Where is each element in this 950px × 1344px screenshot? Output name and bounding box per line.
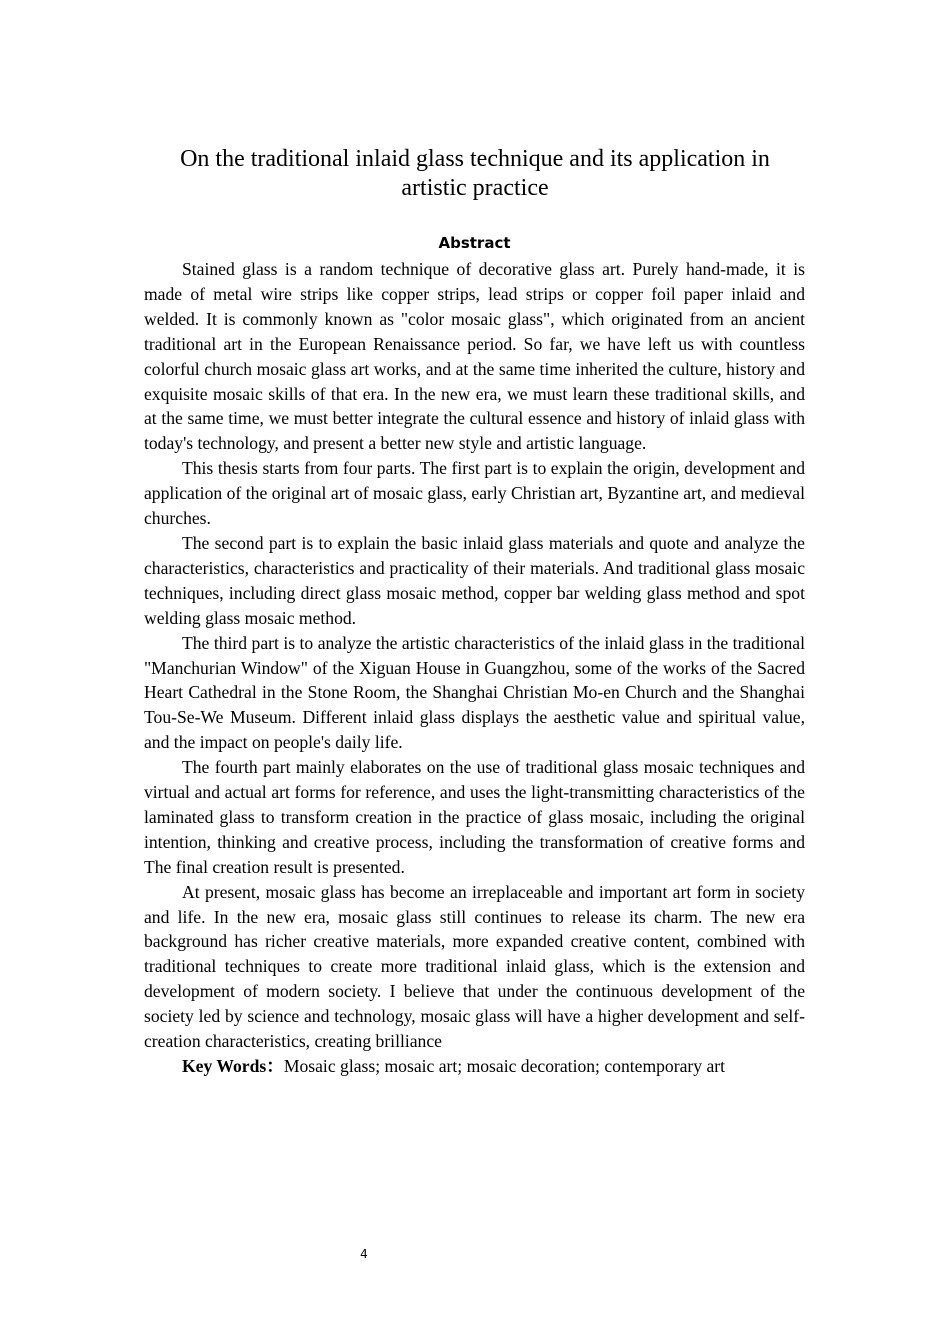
page-number: 4 <box>360 1247 368 1261</box>
abstract-body <box>144 257 805 1079</box>
abstract-paragraph-1: Stained glass is a random technique of decorative glass art. Purely hand-made, it is made of metal wire strips like copper strips, lead strips or copper foil paper inlaid and welded. It is commonly known as "color mosaic glass", which originated from an ancient traditional art in the European Renaissance period. So far, we have left us with countless colorful church mosaic glass art works, and at the same time inherited the culture, history and exquisite mosaic skills of that era. In the new era, we must learn these traditional skills, and at the same time, we must better integrate the cultural essence and history of inlaid glass with today's technology, and present a better new style and artistic language. <box>144 259 805 454</box>
document-title: On the traditional inlaid glass technique and its application in artistic practice <box>180 146 770 201</box>
abstract-paragraph-2: This thesis starts from four parts. The first part is to explain the origin, development and application of the original art of mosaic glass, early Christian art, Byzantine art, and medieval churches. <box>144 458 805 529</box>
abstract-paragraph-3: The second part is to explain the basic inlaid glass materials and quote and analyze the characteristics, characteristics and practicality of their materials. And traditional glass mosaic techniques, including direct glass mosaic method, copper bar welding glass method and spot welding glass mosaic method. <box>144 532 805 628</box>
keywords-line <box>144 1054 805 1079</box>
keywords-label: Key Words： <box>182 1056 284 1076</box>
keywords-text: Mosaic glass; mosaic art; mosaic decoration; contemporary art <box>283 1056 725 1076</box>
abstract-paragraph-4: The third part is to analyze the artistic characteristics of the inlaid glass in the traditional "Manchurian Window" of the Xiguan House in Guangzhou, some of the works of the Sacred Heart Cathedral in the Stone Room, the Shanghai Christian Mo-en Church and the Shanghai Tou-Se-We Museum. Different inlaid glass displays the aesthetic value and spiritual value, and the impact on people's daily life. <box>144 632 805 753</box>
abstract-paragraph-5: The fourth part mainly elaborates on the use of traditional glass mosaic techniques and virtual and actual art forms for reference, and uses the light-transmitting characteristics of the laminated glass to transform creation in the practice of glass mosaic, including the original intention, thinking and creative process, including the transformation of creative forms and The final creation result is presented. <box>144 757 805 877</box>
abstract-heading: Abstract <box>438 234 511 252</box>
abstract-paragraph-6: At present, mosaic glass has become an irreplaceable and important art form in society and life. In the new era, mosaic glass still continues to release its charm. The new era background has richer creative materials, more expanded creative content, combined with traditional techniques to create more traditional inlaid glass, which is the extension and development of modern society. I believe that under the continuous development of the society led by science and technology, mosaic glass will have a higher development and self-creation characteristics, creating brilliance <box>144 881 805 1052</box>
